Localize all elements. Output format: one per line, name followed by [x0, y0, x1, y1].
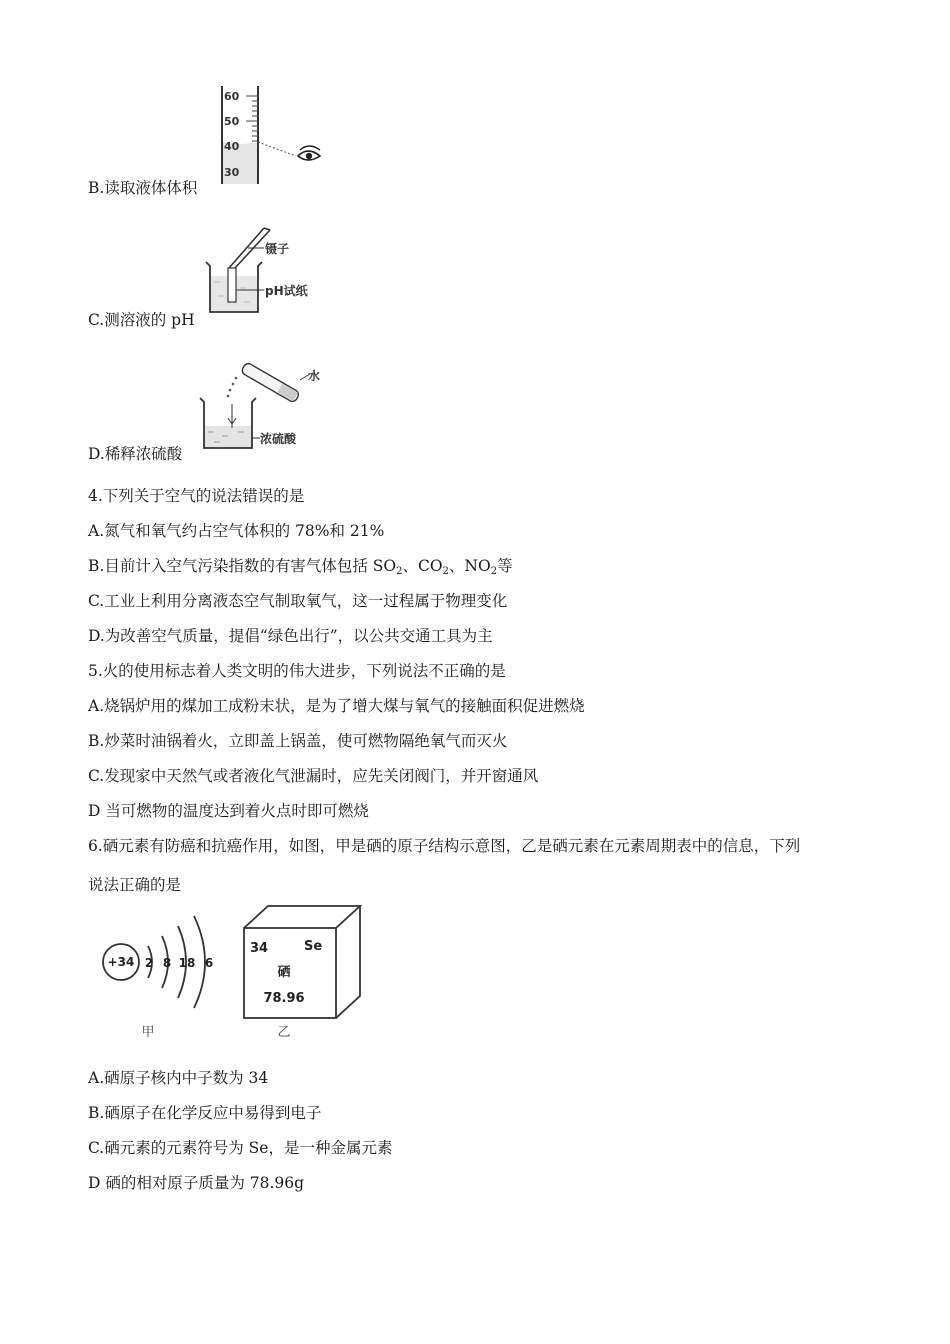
ph-test-figure — [200, 222, 330, 318]
q4-option-b — [88, 556, 513, 576]
q4-option-b-text: 、CO — [402, 557, 443, 575]
q4-option-b-text: B.目前计入空气污染指数的有害气体包括 SO — [88, 557, 397, 575]
q4-option-b-text: 等 — [497, 557, 513, 575]
q5-option-b: B.炒菜时油锅着火，立即盖上锅盖，使可燃物隔绝氧气而灭火 — [88, 732, 508, 750]
element-symbol: Se — [304, 939, 323, 954]
dilution-figure — [194, 358, 328, 454]
eye-icon — [298, 146, 320, 160]
shell-electrons: 6 — [204, 956, 214, 970]
subscript: 2 — [396, 566, 403, 577]
atom-structure-diagram — [96, 910, 226, 1042]
shell-electrons: 18 — [178, 956, 196, 970]
tick-label: 30 — [224, 166, 240, 179]
tick-label: 40 — [224, 140, 240, 153]
q5-stem: 5.火的使用标志着人类文明的伟大进步，下列说法不正确的是 — [88, 662, 506, 680]
q6-option-b: B.硒原子在化学反应中易得到电子 — [88, 1104, 322, 1122]
subscript: 2 — [490, 566, 498, 577]
q6-option-c: C.硒元素的元素符号为 Se，是一种金属元素 — [88, 1139, 393, 1157]
acid-label: 浓硫酸 — [260, 432, 297, 446]
q5-option-c: C.发现家中天然气或者液化气泄漏时，应先关闭阀门，并开窗通风 — [88, 767, 539, 785]
q4-option-c: C.工业上利用分离液态空气制取氧气，这一过程属于物理变化 — [88, 592, 508, 610]
atom-caption: 甲 — [141, 1025, 155, 1040]
subscript: 2 — [442, 566, 449, 577]
q6-stem-line2: 说法正确的是 — [88, 876, 182, 894]
atomic-number: 34 — [250, 941, 269, 956]
tick-label: 60 — [224, 90, 240, 103]
element-caption: 乙 — [277, 1025, 291, 1040]
element-cell-diagram — [238, 902, 368, 1042]
q3-option-b: B.读取液体体积 — [88, 179, 198, 197]
atomic-mass: 78.96 — [263, 991, 305, 1006]
shell-electrons: 2 — [144, 956, 154, 970]
tweezers-label: 镊子 — [265, 242, 290, 256]
q6-stem-line1: 6.硒元素有防癌和抗癌作用，如图，甲是硒的原子结构示意图，乙是硒元素在元素周期表中的信息，下列 — [88, 837, 801, 855]
q4-option-a: A.氮气和氧气约占空气体积的 78%和 21% — [88, 522, 385, 540]
cylinder-reading-figure — [214, 84, 334, 188]
q6-option-d: D 硒的相对原子质量为 78.96g — [88, 1174, 305, 1192]
nucleus-charge: +34 — [107, 955, 135, 969]
q4-option-b-text: 、NO — [448, 557, 491, 575]
element-name: 硒 — [277, 965, 291, 980]
q3-option-c: C.测溶液的 pH — [88, 311, 195, 329]
tick-label: 50 — [224, 115, 240, 128]
q5-option-a: A.烧锅炉用的煤加工成粉末状，是为了增大煤与氧气的接触面积促进燃烧 — [88, 697, 585, 715]
q5-option-d: D 当可燃物的温度达到着火点时即可燃烧 — [88, 802, 369, 820]
q6-option-a: A.硒原子核内中子数为 34 — [88, 1069, 269, 1087]
water-label: 水 — [308, 369, 321, 383]
shell-electrons: 8 — [162, 956, 172, 970]
q3-option-d: D.稀释浓硫酸 — [88, 445, 183, 463]
q4-option-d: D.为改善空气质量，提倡“绿色出行”，以公共交通工具为主 — [88, 627, 493, 645]
q4-stem: 4.下列关于空气的说法错误的是 — [88, 487, 305, 505]
ph-paper-label: pH试纸 — [265, 284, 308, 298]
